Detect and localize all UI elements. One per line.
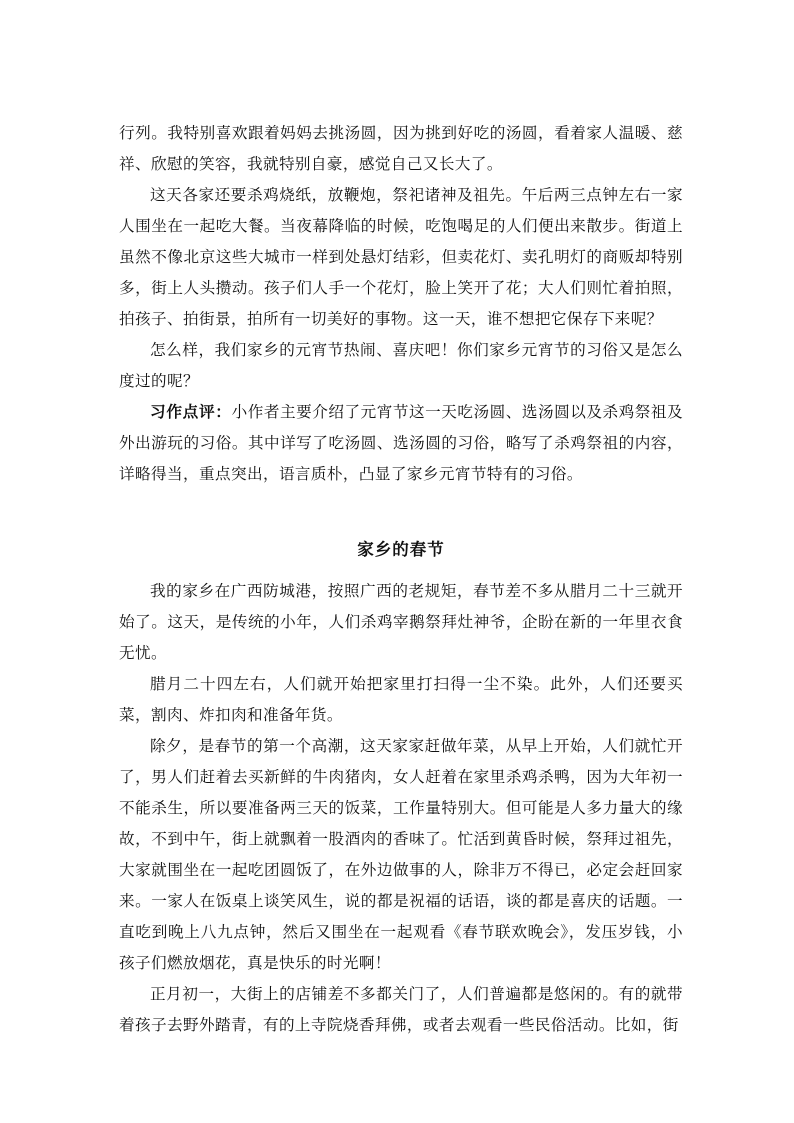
paragraph: 这天各家还要杀鸡烧纸，放鞭炮，祭祀诸神及祖先。午后两三点钟左右一家人围坐在一起吃大餐。当夜幕降临的时候，吃饱喝足的人们便出来散步。街道上虽然不像北京这些大城市一样到处悬灯结彩，但卖花灯、卖孔明灯的商贩却特别多，街上人头攒动。孩子们人手一个花灯，脸上笑开了花；大人们则忙着拍照，拍孩子、拍街景，拍所有一切美好的事物。这一天，谁不想把它保存下来呢？ <box>119 186 683 328</box>
paragraph: 我的家乡在广西防城港，按照广西的老规矩，春节差不多从腊月二十三就开始了。这天，是传统的小年，人们杀鸡宰鹅祭拜灶神爷，企盼在新的一年里衣食无忧。 <box>119 582 683 662</box>
comment-text: 小作者主要介绍了元宵节这一天吃汤圆、选汤圆以及杀鸡祭祖及外出游玩的习俗。其中详写了吃汤圆、选汤圆的习俗，略写了杀鸡祭祖的内容，详略得当，重点突出，语言质朴，凸显了家乡元宵节特有的习俗。 <box>119 403 683 483</box>
comment-paragraph <box>119 397 683 490</box>
document-body <box>119 118 683 1041</box>
paragraph: 怎么样，我们家乡的元宵节热闹、喜庆吧！你们家乡元宵节的习俗又是怎么度过的呢？ <box>119 341 683 390</box>
paragraph: 除夕，是春节的第一个高潮，这天家家赶做年菜，从早上开始，人们就忙开了，男人们赶着去买新鲜的牛肉猪肉，女人赶着在家里杀鸡杀鸭，因为大年初一不能杀生，所以要准备两三天的饭菜，工作量特别大。但可能是人多力量大的缘故，不到中午，街上就飘着一股酒肉的香味了。忙活到黄昏时候，祭拜过祖先，大家就围坐在一起吃团圆饭了，在外边做事的人，除非万不得已，必定会赶回家来。一家人在饭桌上谈笑风生，说的都是祝福的话语，谈的都是喜庆的话题。一直吃到晚上八九点钟，然后又围坐在一起观看《春节联欢晚会》，发压岁钱，小孩子们燃放烟花，真是快乐的时光啊！ <box>119 737 683 972</box>
paragraph: 行列。我特别喜欢跟着妈妈去挑汤圆，因为挑到好吃的汤圆，看着家人温暖、慈祥、欣慰的笑容，我就特别自豪，感觉自己又长大了。 <box>119 124 683 173</box>
paragraph: 腊月二十四左右，人们就开始把家里打扫得一尘不染。此外，人们还要买菜，割肉、炸扣肉和准备年货。 <box>119 675 683 724</box>
comment-label: 习作点评： <box>150 403 232 421</box>
article-title: 家乡的春节 <box>357 540 445 559</box>
paragraph: 正月初一，大街上的店铺差不多都关门了，人们普遍都是悠闲的。有的就带着孩子去野外踏青，有的上寺院烧香拜佛，或者去观看一些民俗活动。比如，街 <box>119 985 683 1034</box>
